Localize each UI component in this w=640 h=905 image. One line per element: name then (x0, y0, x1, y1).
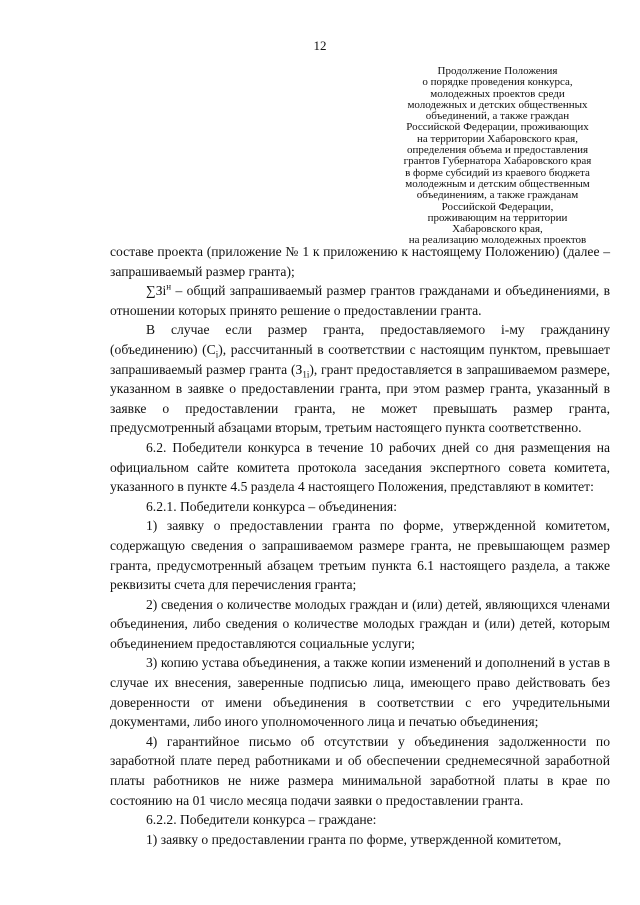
document-header (380, 66, 615, 247)
paragraph: 6.2. Победители конкурса в течение 10 рабочих дней со дня размещения на официальном сайте комитета протокола заседания экспертного совета комитета, указанного в пункте 4.5 раздела 4 настоящего Положения, представляют в комитет: (110, 439, 610, 495)
header-line: Российской Федерации, проживающих (406, 121, 589, 134)
header-line: Хабаровского края, (452, 223, 543, 236)
header-line: о порядке проведения конкурса, (422, 76, 573, 89)
paragraph: 2) сведения о количестве молодых граждан и (или) детей, являющихся членами объединения, либо сведения о количестве молодых граждан и (или) детей, которым объединением предоставляются социальные услуги; (110, 596, 610, 651)
page-number: 12 (313, 38, 327, 53)
paragraph: 1) заявку о предоставлении гранта по форме, утвержденной комитетом, (146, 831, 562, 847)
header-line: на территории Хабаровского края, (417, 132, 578, 145)
header-line: объединений, а также граждан (425, 110, 570, 123)
superscript: н (166, 281, 172, 292)
paragraph: 4) гарантийное письмо об отсутствии у объединения задолженности по заработной плате перед работниками и об обеспечении среднемесячной заработной платы работников не ниже размера минимальной заработной платы в крае по состоянию на 01 число месяца подачи заявки о предоставлении гранта. (110, 733, 610, 808)
header-line: на реализацию молодежных проектов (408, 234, 587, 247)
header-line: Российской Федерации, (441, 200, 554, 213)
paragraph: 1) заявку о предоставлении гранта по форме, утвержденной комитетом, содержащую сведения о запрашиваемом размере гранта, не превышающем размер гранта, предусмотренный абзацем третьим пункта 6.1 настоящего раздела, а также реквизиты счета для перечисления гранта; (110, 518, 610, 593)
paragraph-text: – общий запрашиваемый размер грантов гражданами и объединениями, в отношении которых принято решение о предоставлении гранта. (110, 283, 610, 318)
header-line: молодежных проектов среди (430, 87, 565, 100)
paragraph: 3) копию устава объединения, а также копии изменений и дополнений в устав в случае их внесения, заверенные подписью лица, имеющего право действовать без доверенности от имени объединения в соответствии с его учредительными документами, либо иного уполномоченного лица и печатью объединения; (110, 655, 610, 730)
header-line: молодежным и детским общественным (405, 177, 590, 190)
paragraph-text: В случае если размер гранта, предоставляемого i-му гражданину (объединению) (С (110, 322, 610, 357)
header-line: объединениям, а также гражданам (416, 189, 579, 202)
header-line: в форме субсидий из краевого бюджета (405, 166, 590, 179)
header-line: проживающим на территории (427, 211, 568, 224)
header-line: грантов Губернатора Хабаровского края (403, 155, 592, 168)
subscript: i (215, 349, 219, 360)
sum-symbol: ∑Зi (146, 283, 167, 299)
paragraph: 6.2.1. Победители конкурса – объединения: (146, 498, 397, 514)
document-body (110, 242, 610, 849)
paragraph: 6.2.2. Победители конкурса – граждане: (146, 812, 377, 828)
subscript: 1i (302, 369, 310, 380)
header-line: определения объема и предоставления (406, 144, 589, 157)
paragraph-text: ), грант предоставляется в запрашиваемом размере, указанном в заявке о предоставлении гранта, при этом размер гранта, указанный в заявке о предоставлении гранта, не может превышать размер гранта, предусмотренный абзацами вторым, третьим настоящего пункта соответственно. (110, 361, 610, 436)
paragraph (110, 281, 610, 320)
header-line: Продолжение Положения (437, 65, 558, 77)
paragraph-text: ), рассчитанный в соответствии с настоящим пунктом, превышает запрашиваемый размер гранта (З (110, 341, 610, 377)
paragraph: составе проекта (приложение № 1 к приложению к настоящему Положению) (далее – запрашиваемый размер гранта); (110, 244, 610, 279)
paragraph (110, 320, 610, 438)
header-line: молодежных и детских общественных (407, 98, 588, 111)
